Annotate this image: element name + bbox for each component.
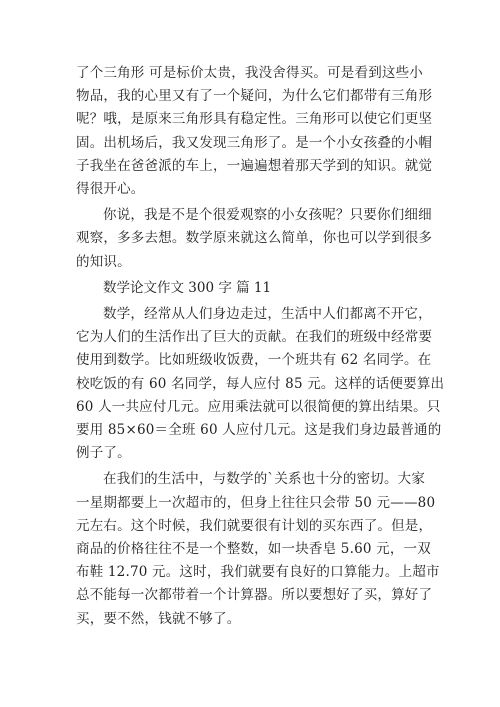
text-line: 使用到数学。比如班级收饭费，一个班共有 62 名同学。在 (76, 352, 432, 369)
text-line: 呢？哦，是原来三角形具有稳定性。三角形可以使它们更坚 (76, 111, 433, 128)
text-line: 60 人一共应付几元。应用乘法就可以很简便的算出结果。只 (76, 398, 441, 415)
text-line: 要用 85×60＝全班 60 人应付几元。这是我们身边最普通的 (76, 422, 442, 439)
paragraph-4 (76, 468, 440, 630)
text-line: 数学，经常从人们身边走过，生活中人们都离不开它， (103, 306, 432, 323)
paragraph-3 (76, 303, 445, 465)
text-line: 例子了。 (76, 445, 131, 462)
text-line: 买，要不然，钱就不够了。 (76, 610, 241, 627)
text-line: 固。出机场后，我又发现三角形了。是一个小女孩叠的小帽 (76, 134, 433, 151)
text-line: 一星期都要上一次超市的，但身上往往只会带 50 元——80 (76, 494, 436, 511)
text-line: 商品的价格往往不是一个整数，如一块香皂 5.60 元，一双 (76, 541, 431, 558)
text-line: 子我坐在爸爸派的车上，一遍遍想着那天学到的知识。就觉 (76, 157, 433, 174)
text-line: 的知识。 (76, 253, 131, 270)
text-line: 在我们的生活中，与数学的`关系也十分的密切。大家 (103, 471, 426, 488)
text-line: 了个三角形 可是标价太贵，我没舍得买。可是看到这些小 (76, 65, 423, 81)
text-line: 观察，多多去想。数学原来就这么简单，你也可以学到很多 (76, 230, 433, 247)
text-line: 得很开心。 (76, 181, 145, 198)
text-line: 你说，我是不是个很爱观察的小女孩呢？只要你们细细 (103, 207, 432, 224)
paragraph-2 (76, 204, 433, 274)
text-line: 总不能每一次都带着一个计算器。所以要想好了买，算好了 (76, 587, 433, 604)
section-heading: 数学论文作文 300 字 篇 11 (103, 279, 272, 296)
text-line: 校吃饭的有 60 名同学，每人应付 85 元。这样的话便要算出 (76, 375, 445, 392)
document-body (76, 62, 445, 634)
text-line: 物品，我的心里又有了一个疑问，为什么它们都带有三角形 (76, 88, 433, 105)
text-line: 它为人们的生活作出了巨大的贡献。在我们的班级中经常要 (76, 329, 433, 346)
paragraph-1 (76, 62, 433, 201)
text-line: 元左右。这个时候，我们就要很有计划的买东西了。但是， (76, 517, 433, 534)
text-line: 布鞋 12.70 元。这时，我们就要有良好的口算能力。上超市 (76, 564, 440, 581)
